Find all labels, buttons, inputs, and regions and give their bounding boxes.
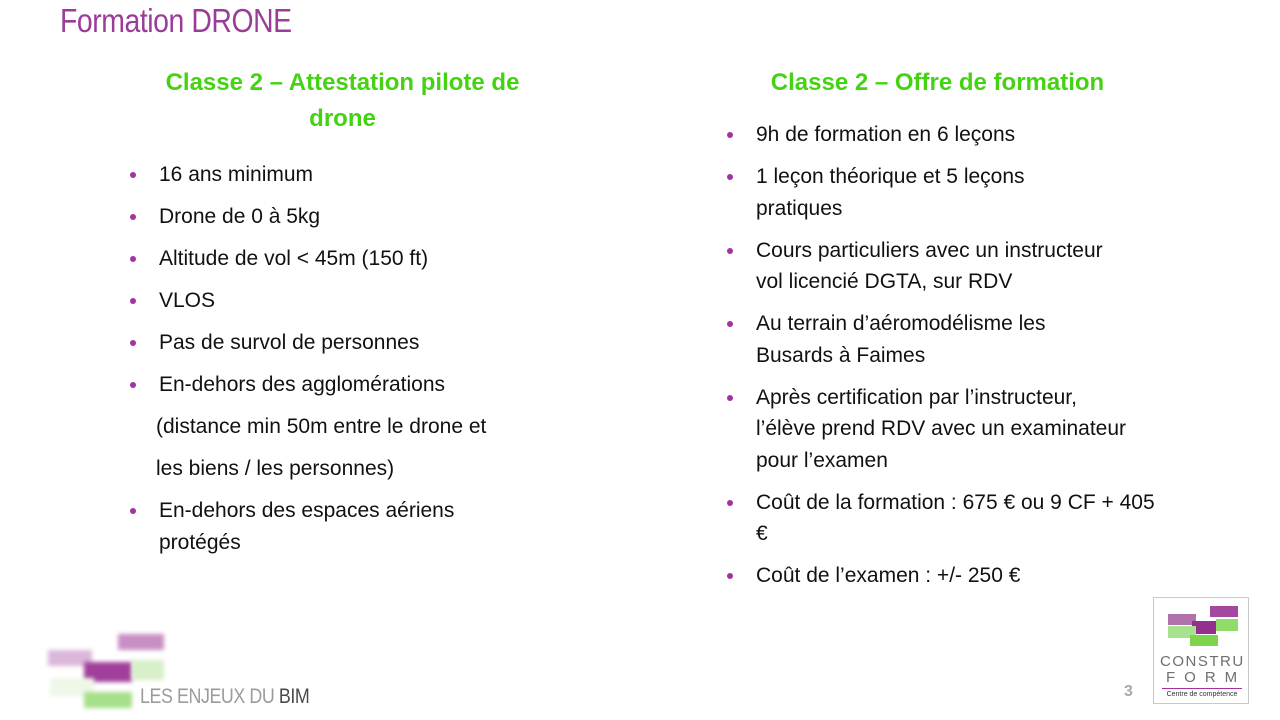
list-item: [159, 495, 519, 558]
list-item-text: Drone de 0 à 5kg: [159, 205, 321, 228]
list-item-text: En-dehors des agglomérations: [159, 373, 446, 396]
bullet-icon: [130, 256, 136, 262]
logo-block: [1190, 635, 1218, 646]
construform-logo: [1153, 597, 1249, 704]
list-item-text: Coût de l’examen : +/- 250 €: [756, 564, 1021, 587]
logo-divider: [1162, 688, 1242, 689]
left-bullet-list: [156, 159, 579, 569]
list-item: [756, 308, 1101, 371]
list-item-continuation: [156, 411, 579, 443]
bullet-icon: [130, 298, 136, 304]
bullet-icon: [727, 573, 733, 579]
left-heading-line1: Classe 2 – Attestation pilote de: [165, 69, 520, 96]
list-item-text: Au terrain d’aéromodélisme les Busards à Faimes: [756, 312, 1046, 367]
list-item: [756, 119, 1176, 151]
list-item: [159, 201, 579, 233]
list-item: [756, 382, 1136, 477]
list-item-text: Coût de la formation : 675 € ou 9 CF + 405 €: [756, 490, 1155, 545]
list-item-continuation: [156, 453, 579, 485]
list-item: [756, 161, 1086, 224]
bim-text-strong: BIM: [278, 685, 310, 708]
slide-title: Formation DRONE: [60, 2, 292, 39]
logo-block: [84, 692, 132, 708]
right-column-heading: Classe 2 – Offre de formation: [770, 69, 1105, 96]
bullet-icon: [130, 214, 136, 220]
list-item-text: Altitude de vol < 45m (150 ft): [159, 247, 429, 270]
bullet-icon: [727, 132, 733, 138]
logo-block: [118, 634, 164, 650]
list-item: [159, 327, 579, 359]
list-item: [159, 369, 579, 401]
list-item-text: Pas de survol de personnes: [159, 331, 420, 354]
list-item-text: En-dehors des espaces aériens protégés: [159, 499, 455, 554]
bullet-icon: [130, 508, 136, 514]
left-heading-line2: drone: [309, 105, 376, 132]
bullet-icon: [727, 395, 733, 401]
logo-block: [1216, 619, 1238, 631]
list-item-text: Après certification par l’instructeur, l’élève prend RDV avec un examinateur pour l’examen: [756, 385, 1127, 472]
bullet-icon: [727, 321, 733, 327]
list-item-text: VLOS: [159, 289, 216, 312]
list-item-text: 1 leçon théorique et 5 leçons pratiques: [756, 165, 1025, 220]
list-item-text: 16 ans minimum: [159, 163, 314, 186]
bullet-icon: [727, 248, 733, 254]
list-item: [756, 560, 1176, 592]
logo-block: [1210, 606, 1238, 617]
right-bullet-list: [756, 119, 1176, 602]
logo-line1: CONSTRU: [1160, 653, 1245, 670]
list-item-text: Cours particuliers avec un instructeur vol licencié DGTA, sur RDV: [756, 238, 1103, 293]
list-item: [756, 487, 1156, 550]
list-item-text: (distance min 50m entre le drone et: [156, 415, 487, 438]
list-item-text: les biens / les personnes): [156, 457, 395, 480]
logo-block: [132, 660, 164, 680]
list-item-text: 9h de formation en 6 leçons: [756, 123, 1016, 146]
bim-logo-text: [140, 685, 309, 709]
left-column-heading: [120, 65, 565, 137]
bullet-icon: [727, 174, 733, 180]
bullet-icon: [130, 340, 136, 346]
logo-tagline: Centre de compétence: [1166, 691, 1238, 698]
bullet-icon: [130, 382, 136, 388]
bullet-icon: [727, 500, 733, 506]
list-item: [159, 243, 579, 275]
page-number: 3: [1124, 683, 1133, 700]
list-item: [159, 285, 579, 317]
logo-line2: FORM: [1166, 669, 1247, 686]
bullet-icon: [130, 172, 136, 178]
bim-text-light: LES ENJEUX DU: [140, 685, 275, 708]
list-item: [159, 159, 579, 191]
list-item: [756, 235, 1126, 298]
